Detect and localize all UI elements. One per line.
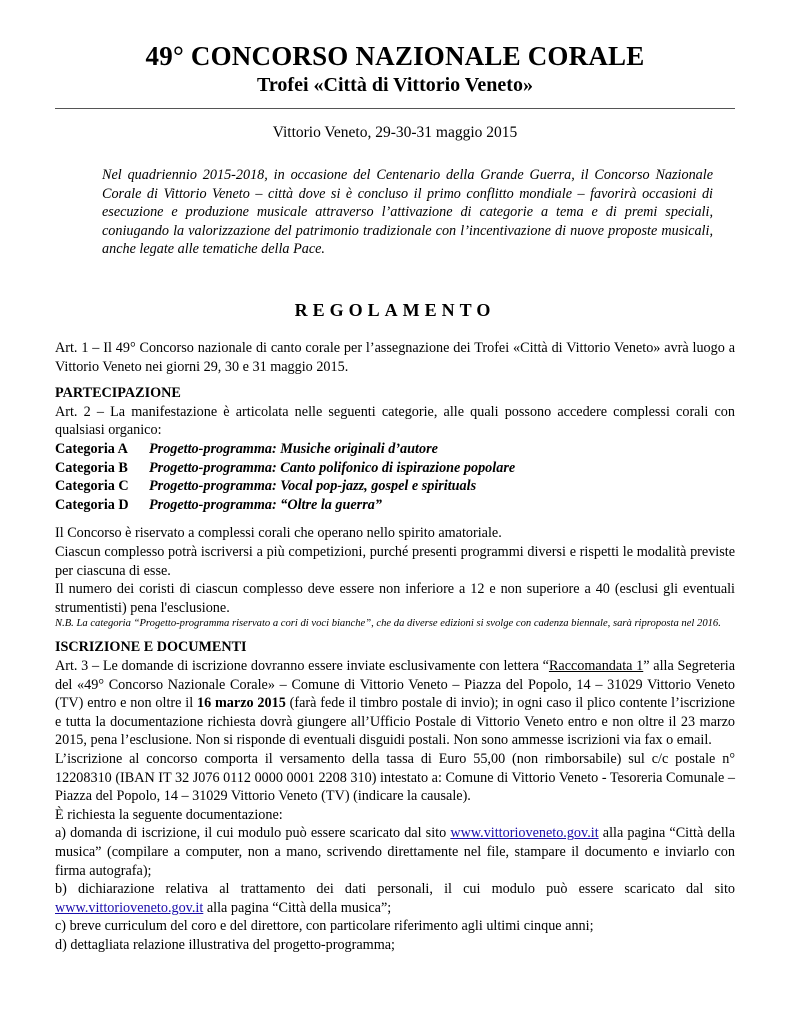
category-desc: Progetto-programma: Musiche originali d’autore (149, 440, 438, 457)
header-divider (55, 108, 735, 109)
doc-text: alla pagina “Città della musica”; (203, 899, 392, 916)
raccomandata-text: Raccomandata 1 (548, 658, 644, 675)
category-item (55, 496, 735, 515)
paragraph-coristi: Il numero dei coristi di ciascun complesso deve essere non inferiore a 12 e non superiore a 40 (esclusi gli eventuali strumentisti) pena l'esclusione. (55, 581, 735, 616)
category-desc: Progetto-programma: Vocal pop-jazz, gospel e spirituals (149, 478, 477, 495)
document-title: 49° CONCORSO NAZIONALE CORALE (145, 41, 645, 71)
article-3 (55, 657, 735, 750)
note-voci-bianche: N.B. La categoria “Progetto-programma riservato a cori di voci bianche”, che da diverse edizioni si svolge con cadenza biennale, sarà riproposta nel 2016. (55, 618, 721, 630)
article-3-text: Art. 3 – Le domande di iscrizione dovranno essere inviate esclusivamente con lettera “ (55, 658, 549, 675)
doc-text: b) dichiarazione relativa al trattamento dei dati personali, il cui modulo può essere scaricato dal sito (55, 881, 735, 898)
document-page (55, 40, 735, 955)
category-item (55, 459, 735, 478)
doc-item-c: c) breve curriculum del coro e del direttore, con particolare riferimento agli ultimi cinque anni; (55, 918, 594, 935)
heading-partecipazione: PARTECIPAZIONE (55, 385, 181, 402)
article-3-text: (farà fede il timbro postale di invio); in ogni caso il plico contente l’iscrizione e tutta la documentazione richiesta dovrà giungere all’Ufficio Postale di Vittorio Veneto entro e non oltre il 23 marzo 2015, pena l’esclusione. Non si risponde di eventuali disguidi postali. Non sono ammesse iscrizioni via fax o email. (55, 695, 735, 749)
document-subtitle: Trofei «Città di Vittorio Veneto» (257, 74, 533, 96)
article-3-text: ” alla Segreteria del «49° Concorso Nazionale Corale» – Comune di Vittorio Veneto – Piazza del Popolo, 14 – 31029 Vittorio Veneto (TV) entro e non oltre il (55, 658, 735, 712)
doc-text: a) domanda di iscrizione, il cui modulo può essere scaricato dal sito (55, 825, 451, 842)
paragraph-amatoriale: Il Concorso è riservato a complessi corali che operano nello spirito amatoriale. (55, 525, 502, 542)
category-item (55, 440, 735, 459)
category-desc: Progetto-programma: Canto polifonico di ispirazione popolare (149, 459, 516, 476)
deadline-date: 16 marzo 2015 (196, 695, 286, 712)
article-1: Art. 1 – Il 49° Concorso nazionale di canto corale per l’assegnazione dei Trofei «Città di Vittorio Veneto» avrà luogo a Vittorio Veneto nei giorni 29, 30 e 31 maggio 2015. (55, 339, 735, 375)
docs-intro: È richiesta la seguente documentazione: (55, 806, 283, 823)
category-name: Categoria D (55, 496, 129, 513)
doc-item-a (55, 824, 735, 880)
doc-item-d: d) dettagliata relazione illustrativa del progetto-programma; (55, 936, 395, 953)
category-item (55, 477, 735, 496)
fee-paragraph: L’iscrizione al concorso comporta il versamento della tassa di Euro 55,00 (non rimborsabile) sul c/c postale n° 12208310 (IBAN IT 32 J076 0112 0000 0001 2208 310) intestato a: Comune di Vittorio Veneto - Tesoreria Comunale – Piazza del Popolo, 14 – 31029 Vittorio Veneto (TV) (indicare la causale). (55, 751, 735, 805)
section-title-regolamento: REGOLAMENTO (294, 299, 496, 320)
website-link[interactable]: www.vittorioveneto.gov.it (55, 899, 204, 916)
website-link[interactable]: www.vittorioveneto.gov.it (450, 825, 599, 842)
event-dates: Vittorio Veneto, 29-30-31 maggio 2015 (272, 124, 518, 141)
category-name: Categoria A (55, 440, 128, 457)
heading-iscrizione: ISCRIZIONE E DOCUMENTI (55, 639, 247, 656)
category-list (55, 440, 735, 514)
doc-text: alla pagina “Città della musica” (compilare a computer, non a mano, scrivendo direttamente nel file, stampare il documento e inviarlo con firma autografa); (55, 825, 735, 879)
category-name: Categoria C (55, 478, 129, 495)
category-desc: Progetto-programma: “Oltre la guerra” (149, 496, 382, 513)
article-2: Art. 2 – La manifestazione è articolata nelle seguenti categorie, alle quali possono accedere complessi corali con qualsiasi organico: (55, 403, 735, 439)
category-name: Categoria B (55, 459, 128, 476)
paragraph-competizioni: Ciascun complesso potrà iscriversi a più competizioni, purché presenti programmi diversi e rispetti le modalità previste per ciascuna di esse. (55, 543, 735, 579)
intro-paragraph: Nel quadriennio 2015-2018, in occasione del Centenario della Grande Guerra, il Concorso Nazionale Corale di Vittorio Veneto – città dove si è concluso il primo conflitto mondiale – favorirà occasioni di esecuzione e produzione musicale attraverso l’attivazione di categorie a tema e di premi speciali, coniugando la valorizzazione del patrimonio tradizionale con l’incentivazione di nuove proposte musicali, anche legate alle tematiche della Pace. (102, 167, 713, 258)
doc-item-b (55, 880, 735, 917)
